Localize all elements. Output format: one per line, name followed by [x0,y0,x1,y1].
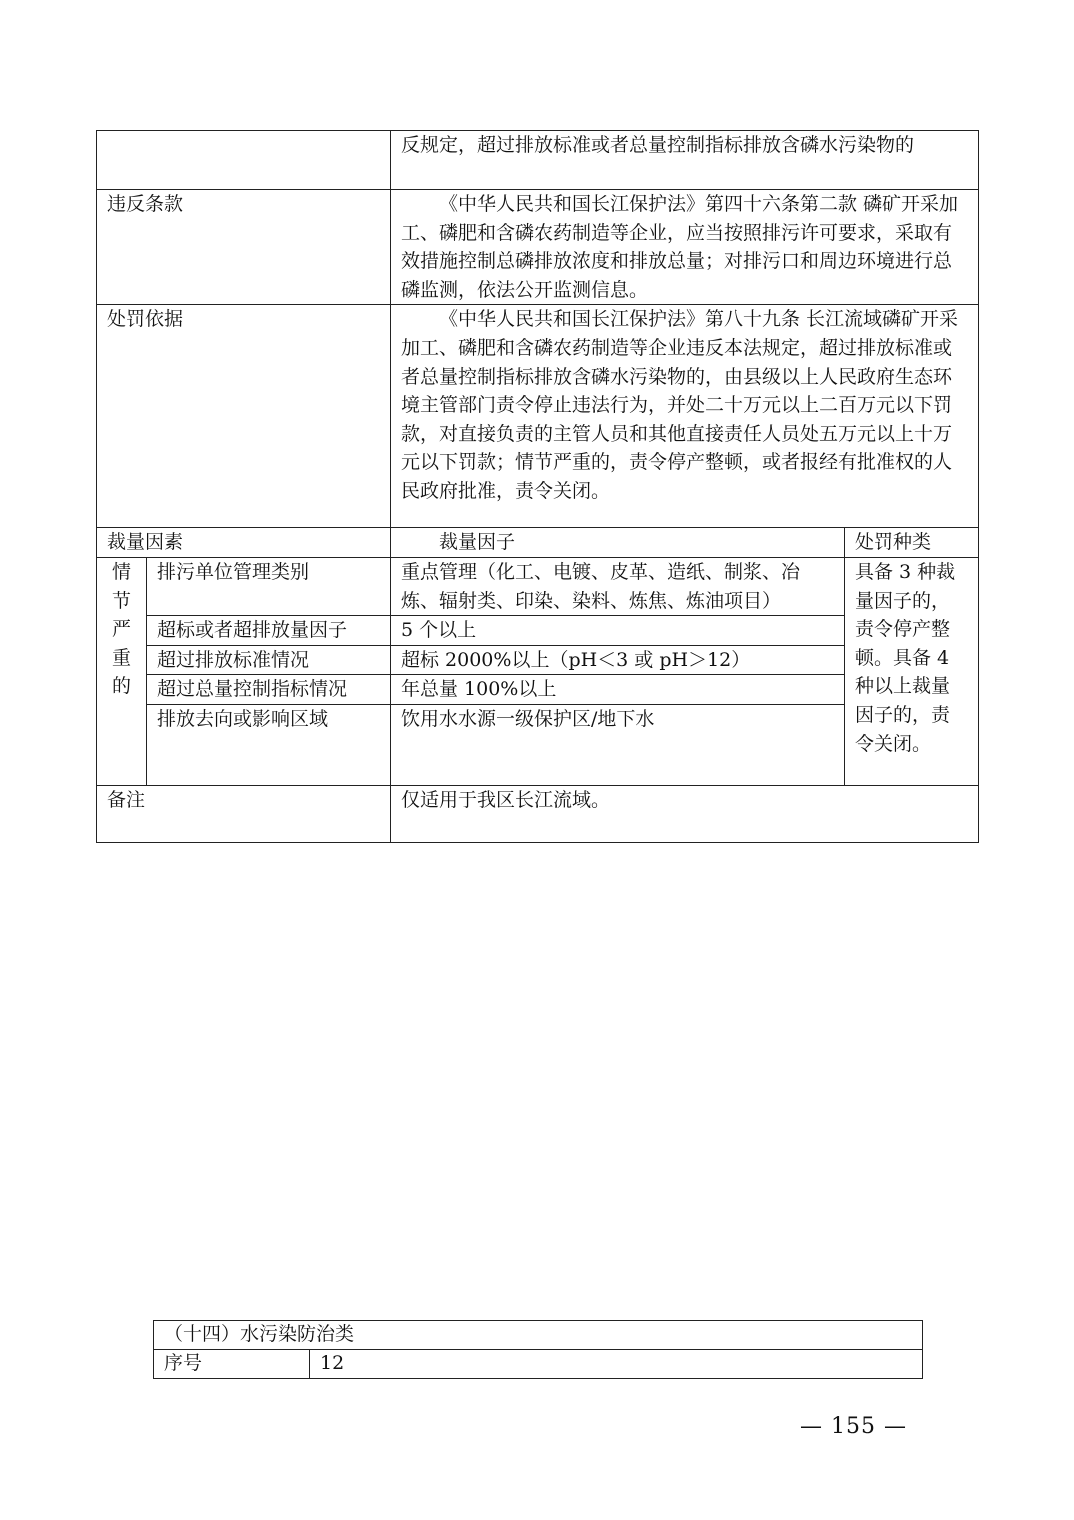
penalty-basis-text: 《中华人民共和国长江保护法》第八十九条 长江流域磷矿开采加工、磷肥和含磷农药制造等企业违反本法规定，超过排放标准或者总量控制指标排放含磷水污染物的，由县级以上人民政府生态环境主管部门责令停止违法行为，并处二十万元以上二百万元以下罚款，对直接负责的主管人员和其他直接责任人员处五万元以上十万元以下罚款；情节严重的，责令停产整顿，或者报经有批准权的人民政府批准，责令关闭。 [391,305,979,528]
factor-values-header: 裁量因子 [391,528,845,558]
factor-row [97,557,979,615]
factor-name: 排污单位管理类别 [147,557,391,615]
continuation-row [97,131,979,190]
factor-value: 重点管理（化工、电镀、皮革、造纸、制浆、冶炼、辐射类、印染、染料、炼焦、炼油项目） [391,557,845,615]
severity-char: 节 [111,589,131,612]
factor-name: 超过总量控制指标情况 [147,675,391,705]
category-table [153,1320,923,1379]
penalty-basis-label: 处罚依据 [97,305,391,528]
serial-row [154,1350,923,1379]
severity-char: 重 [111,646,131,669]
remarks-row [97,785,979,842]
serial-label: 序号 [154,1350,310,1379]
violation-row [97,190,979,305]
factor-value: 5 个以上 [391,616,845,646]
factor-name: 超标或者超排放量因子 [147,616,391,646]
category-title: （十四）水污染防治类 [154,1321,923,1350]
remarks-text: 仅适用于我区长江流域。 [391,785,979,842]
penalty-table [96,130,979,843]
serial-value: 12 [310,1350,923,1379]
violation-label: 违反条款 [97,190,391,305]
continuation-text: 反规定，超过排放标准或者总量控制指标排放含磷水污染物的 [391,131,979,190]
remarks-label: 备注 [97,785,391,842]
factor-name: 超过排放标准情况 [147,645,391,675]
page-number: — 155 — [800,1414,907,1439]
factor-name: 排放去向或影响区域 [147,704,391,785]
severity-char: 的 [111,675,131,698]
penalty-basis-row [97,305,979,528]
severity-char: 情 [111,560,131,583]
factor-value: 年总量 100%以上 [391,675,845,705]
category-row [154,1321,923,1350]
empty-cell [97,131,391,190]
penalty-type-header: 处罚种类 [845,528,979,558]
penalty-type-text: 具备 3 种裁量因子的，责令停产整顿。具备 4 种以上裁量因子的，责令关闭。 [845,557,979,785]
header-row [97,528,979,558]
violation-text: 《中华人民共和国长江保护法》第四十六条第二款 磷矿开采加工、磷肥和含磷农药制造等企业，应当按照排污许可要求，采取有效措施控制总磷排放浓度和排放总量；对排污口和周边环境进行总磷监测，依法公开监测信息。 [391,190,979,305]
factors-header: 裁量因素 [97,528,391,558]
factor-value: 超标 2000%以上（pH＜3 或 pH＞12） [391,645,845,675]
severity-label [97,557,147,785]
factor-value: 饮用水水源一级保护区/地下水 [391,704,845,785]
severity-char: 严 [111,618,131,641]
